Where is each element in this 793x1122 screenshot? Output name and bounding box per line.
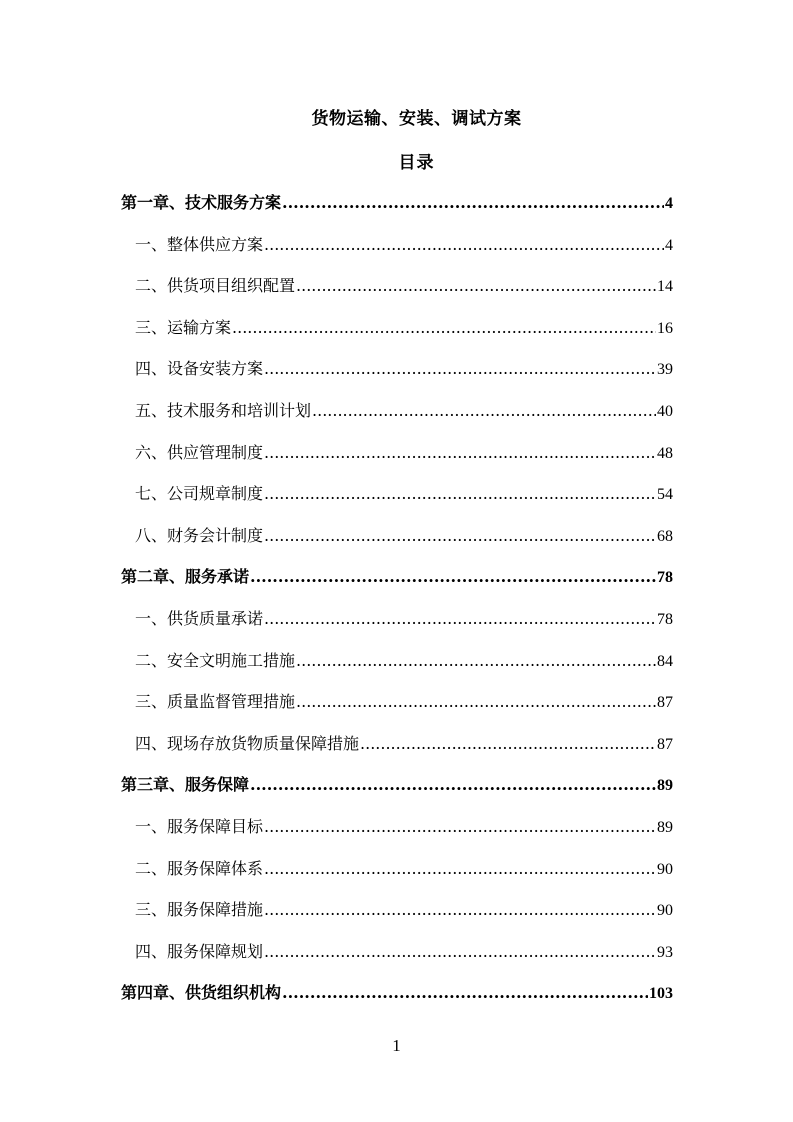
toc-entry-label: 七、公司规章制度 xyxy=(135,484,264,504)
toc-entry-page: 48 xyxy=(657,444,673,462)
dot-leader xyxy=(264,526,656,545)
toc-section[interactable] xyxy=(121,648,673,690)
toc-chapter-4[interactable] xyxy=(121,980,673,1022)
toc-entry-page: 40 xyxy=(657,402,673,420)
dot-leader xyxy=(296,651,656,670)
toc-section[interactable] xyxy=(121,606,673,648)
toc-section[interactable] xyxy=(121,897,673,939)
toc-entry-page: 84 xyxy=(657,652,673,670)
toc-entry-page: 14 xyxy=(657,278,673,296)
dot-leader xyxy=(264,484,656,503)
toc-entry-label: 第一章、技术服务方案 xyxy=(121,193,282,212)
dot-leader xyxy=(296,276,656,295)
toc-entry-label: 五、技术服务和培训计划 xyxy=(135,400,312,420)
toc-entry-page: 4 xyxy=(665,236,673,254)
toc-entry-label: 三、运输方案 xyxy=(135,317,232,337)
toc-entry-label: 八、财务会计制度 xyxy=(135,525,264,545)
toc-entry-label: 三、质量监督管理措施 xyxy=(135,692,296,712)
toc-entry-page: 16 xyxy=(657,319,673,337)
dot-leader xyxy=(264,235,664,254)
dot-leader xyxy=(282,983,648,1002)
dot-leader xyxy=(264,609,656,628)
toc-heading: 目录 xyxy=(398,153,435,173)
toc-entry-label: 三、服务保障措施 xyxy=(135,900,264,920)
toc-section[interactable] xyxy=(121,315,673,357)
toc-entry-page: 39 xyxy=(657,361,673,379)
toc-entry-page: 54 xyxy=(657,486,673,504)
page-number: 1 xyxy=(392,1036,401,1055)
toc-entry-label: 第四章、供货组织机构 xyxy=(121,983,282,1003)
toc-entry-page: 90 xyxy=(657,860,673,878)
toc-entry-label: 第三章、服务保障 xyxy=(121,775,250,795)
toc-entry-page: 103 xyxy=(649,985,673,1003)
dot-leader xyxy=(264,817,656,836)
toc-entry-label: 第二章、服务承诺 xyxy=(121,567,250,587)
dot-leader xyxy=(264,859,656,878)
dot-leader xyxy=(282,193,664,212)
toc-section[interactable] xyxy=(121,689,673,731)
toc-entry-label: 一、供货质量承诺 xyxy=(135,608,264,628)
toc-section[interactable] xyxy=(121,398,673,440)
dot-leader xyxy=(232,318,656,337)
toc-entry-page: 89 xyxy=(657,818,673,836)
dot-leader xyxy=(264,443,656,462)
dot-leader xyxy=(250,775,656,794)
document-title: 货物运输、安装、调试方案 xyxy=(311,109,522,129)
toc-section[interactable] xyxy=(121,481,673,523)
toc-entry-page: 90 xyxy=(657,902,673,920)
toc-entry-label: 四、服务保障规划 xyxy=(135,941,264,961)
toc-entry-page: 89 xyxy=(657,777,673,795)
toc-section[interactable] xyxy=(121,731,673,773)
toc-section[interactable] xyxy=(121,232,673,274)
toc-section[interactable] xyxy=(121,273,673,315)
toc-entry-page: 4 xyxy=(665,195,673,212)
toc-section[interactable] xyxy=(121,856,673,898)
toc-chapter-1[interactable] xyxy=(121,190,673,232)
toc-entry-page: 87 xyxy=(657,694,673,712)
toc-entry-label: 四、设备安装方案 xyxy=(135,359,264,379)
dot-leader xyxy=(264,900,656,919)
toc-section[interactable] xyxy=(121,440,673,482)
toc-entry-page: 78 xyxy=(657,569,673,587)
toc-entry-label: 一、服务保障目标 xyxy=(135,816,264,836)
dot-leader xyxy=(250,567,656,586)
table-of-contents xyxy=(121,190,673,1022)
dot-leader xyxy=(312,401,656,420)
toc-entry-page: 87 xyxy=(657,735,673,753)
toc-section[interactable] xyxy=(121,814,673,856)
toc-section[interactable] xyxy=(121,523,673,565)
toc-entry-label: 二、供货项目组织配置 xyxy=(135,276,296,296)
dot-leader xyxy=(264,359,656,378)
toc-entry-label: 二、安全文明施工措施 xyxy=(135,650,296,670)
dot-leader xyxy=(264,942,656,961)
dot-leader xyxy=(296,692,656,711)
toc-chapter-3[interactable] xyxy=(121,772,673,814)
toc-section[interactable] xyxy=(121,939,673,981)
toc-entry-label: 四、现场存放货物质量保障措施 xyxy=(135,733,360,753)
toc-entry-label: 一、整体供应方案 xyxy=(135,234,264,254)
dot-leader xyxy=(360,734,656,753)
toc-entry-label: 二、服务保障体系 xyxy=(135,858,264,878)
toc-entry-label: 六、供应管理制度 xyxy=(135,442,264,462)
toc-chapter-2[interactable] xyxy=(121,564,673,606)
toc-section[interactable] xyxy=(121,356,673,398)
toc-entry-page: 93 xyxy=(657,943,673,961)
toc-entry-page: 78 xyxy=(657,610,673,628)
toc-entry-page: 68 xyxy=(657,527,673,545)
